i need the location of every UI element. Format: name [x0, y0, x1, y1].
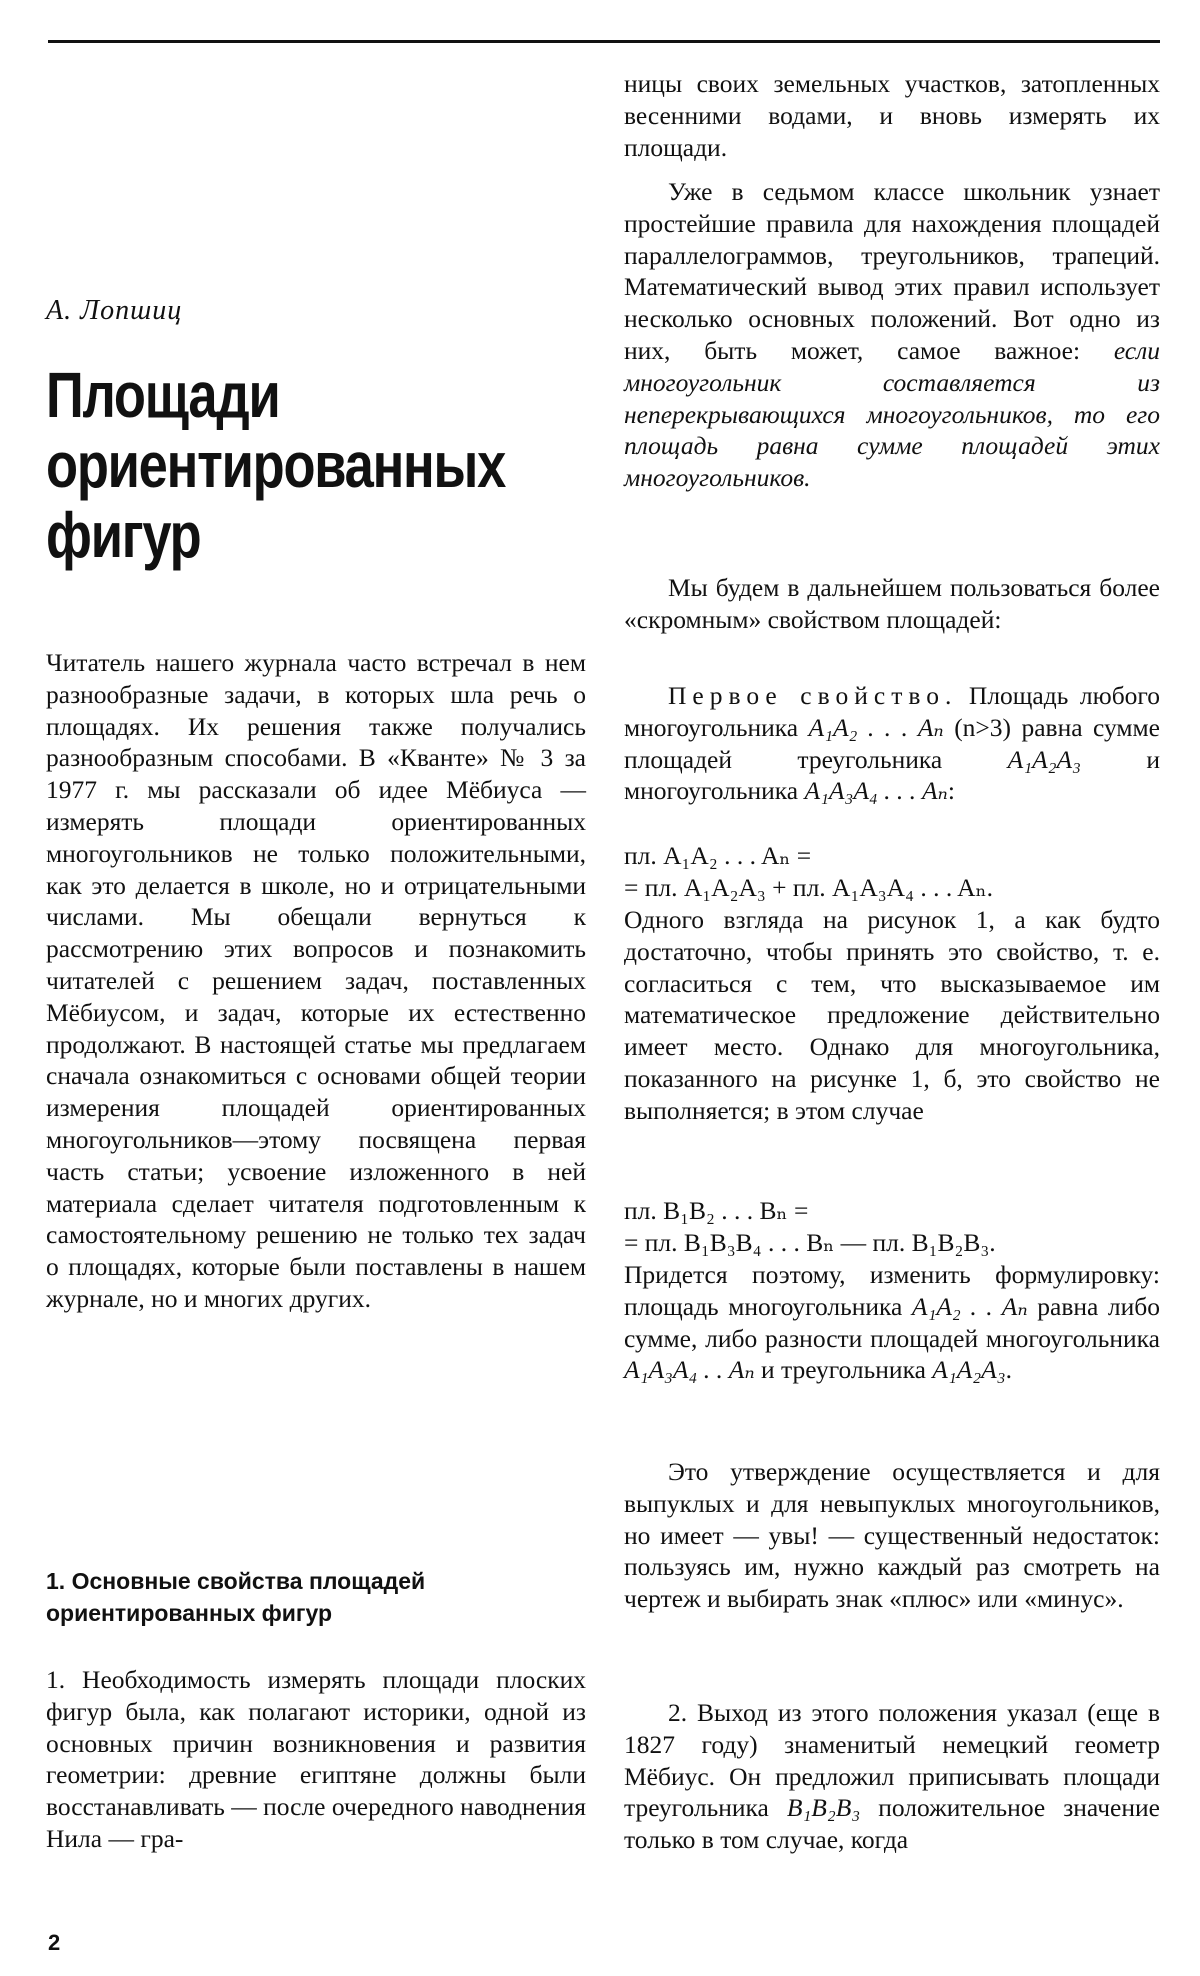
- title-line: ориентированных: [46, 429, 506, 501]
- paragraph-5: [624, 1259, 1160, 1386]
- paragraph-6: Это утверждение осуществляется и для выпуклых и для невыпуклых многоугольников, но имеет — увы! — существенный недостаток: пользуясь им, нужно каждый раз смотреть на чертеж и выбирать знак «плюс» или «минус».: [624, 1457, 1160, 1614]
- paragraph-7-text: положительное значение только в том случае, когда: [624, 1793, 1160, 1855]
- equation-line: пл. B₁B₂ . . . Bₙ =: [624, 1196, 809, 1225]
- section-heading: 1. Основные свойства площадей ориентированных фигур: [46, 1568, 426, 1626]
- paragraph-2-text: Уже в седьмом классе школьник узнает простейшие правила для нахождения площадей параллелограммов, треугольников, трапеций. Математический вывод этих правил использует несколько основных положений. Вот одно из них, быть может, самое важное:: [624, 177, 1160, 365]
- math-expression: A₁A₂ . . . Aₙ: [808, 712, 944, 742]
- paragraph-5-text: .: [1005, 1355, 1012, 1385]
- property-label: Первое свойство.: [668, 681, 958, 710]
- property-text: и многоугольника: [624, 744, 1161, 806]
- property-text: (n>3) равна сумме площадей треугольника: [624, 712, 1160, 774]
- title-line: Площади: [46, 359, 280, 431]
- equation-2: [624, 1195, 1160, 1259]
- math-expression: A₁A₂A₃: [1007, 744, 1081, 774]
- math-expression: A₁A₃A₄ . . Aₙ: [624, 1355, 755, 1385]
- property-text: Площадь любого многоугольника: [624, 681, 1161, 742]
- paragraph-3: Мы будем в дальнейшем пользоваться более «скромным» свойством площадей:: [624, 573, 1160, 634]
- equation-1: [624, 840, 1160, 904]
- paragraph-5-text: равна либо сумме, либо разности площадей многоугольника: [624, 1291, 1160, 1353]
- math-expression: A₁A₂ . . Aₙ: [911, 1291, 1028, 1321]
- equation-line: = пл. B₁B₃B₄ . . . Bₙ — пл. B₁B₂B₃.: [624, 1227, 996, 1257]
- intro-paragraph: Читатель нашего журнала часто встречал в нем разнообразные задачи, в которых шла речь о площадях. Их решения также получались разнообразным способами. В «Кванте» № 3 за 1977 г. мы рассказали об идее Мёбиуса — измерять площади ориентированных многоугольников не только положительными, как это делается в школе, но и отрицательными числами. Мы обещали вернуться к рассмотрению этих вопросов и познакомить читателей с решением задач, поставленных Мёбиусом, и задач, которые их естественно продолжают. В настоящей статье мы предлагаем сначала ознакомиться с основами общей теории измерения площадей ориентированных многоугольников—этому посвящена первая часть статьи; усвоение изложенного в ней материала сделает читателя подготовленным к самостоятельному решению не только тех задач о площадях, которые были поставлены в нашем журнале, но и многих других.: [46, 648, 586, 1313]
- property-text: :: [947, 776, 955, 806]
- paragraph-2: [624, 176, 1160, 494]
- paragraph-5-text: и треугольника: [754, 1355, 933, 1385]
- article-title: [46, 360, 505, 570]
- author: А. Лопшиц: [46, 295, 183, 326]
- equation-line: = пл. A₁A₂A₃ + пл. A₁A₃A₄ . . . Aₙ.: [624, 872, 994, 902]
- equation-line: пл. A₁A₂ . . . Aₙ =: [624, 841, 812, 870]
- page-number: 2: [48, 1930, 61, 1955]
- paragraph-7-text: 2. Выход из этого положения указал (еще в 1827 году) знаменитый немецкий геометр Мёбиус. Он предложил приписывать площади треугольника: [624, 1698, 1160, 1823]
- paragraph-2-italic: если многоугольник составляется из неперекрывающихся многоугольников, то его площадь равна сумме площадей этих многоугольников.: [624, 335, 1160, 493]
- math-expression: A₁A₂A₃: [932, 1355, 1006, 1385]
- paragraph-7: [624, 1697, 1160, 1856]
- paragraph-4: Одного взгляда на рисунок 1, а как будто достаточно, чтобы принять это свойство, т. е. согласиться с тем, что высказываемое им математическое предложение действительно имеет место. Однако для многоугольника, показанного на рисунке 1, б, это свойство не выполняется; в этом случае: [624, 905, 1160, 1125]
- first-property: [624, 680, 1160, 807]
- continued-paragraph: ницы своих земельных участков, затопленных весенними водами, и вновь измерять их площади.: [624, 69, 1160, 162]
- paragraph-5-text: Придется поэтому, изменить формулировку: площадь многоугольника: [624, 1260, 1160, 1321]
- math-expression: B₁B₂B₃: [786, 1793, 861, 1823]
- title-line: фигур: [46, 499, 201, 571]
- math-expression: A₁A₃A₄ . . . Aₙ: [804, 776, 948, 806]
- paragraph-1: 1. Необходимость измерять площади плоских фигур была, как полагают историки, одной из основных причин возникновения и развития геометрии: древние египтяне должны были восстанавливать — после очередного наводнения Нила — гра-: [46, 1665, 586, 1853]
- top-rule: [48, 40, 1160, 43]
